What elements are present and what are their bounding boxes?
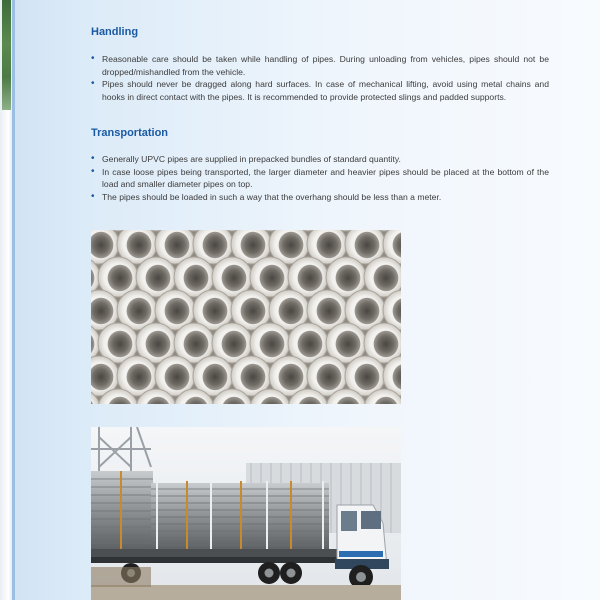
truck-illustration (91, 427, 401, 600)
pipe-bore (374, 265, 399, 291)
pipe-bore (355, 298, 380, 324)
pipe-bore (298, 331, 323, 357)
pipe-bore (222, 265, 247, 291)
truck-loading-photo (91, 427, 401, 600)
pipe-bore (165, 364, 190, 390)
pipe-bore (355, 232, 380, 258)
pipe-bore (165, 298, 190, 324)
pipe-bore (108, 265, 133, 291)
pipe-bore (127, 232, 152, 258)
pipe-bore (241, 298, 266, 324)
pipe-bore (184, 331, 209, 357)
pipe-bore (146, 265, 171, 291)
pipe-bore (146, 331, 171, 357)
pipe-bore (184, 265, 209, 291)
pipe-bore (260, 265, 285, 291)
pipes-illustration (91, 230, 401, 404)
pipe-bore (317, 298, 342, 324)
pipe-bore (374, 331, 399, 357)
pipe-bore (203, 232, 228, 258)
pipe-bore (165, 232, 190, 258)
pipe-bore (108, 331, 133, 357)
transportation-item: • The pipes should be loaded in such a way that the overhang should be less than a meter. (91, 191, 549, 204)
pipe-bore (317, 232, 342, 258)
pipe-bore (222, 331, 247, 357)
handling-heading: Handling (91, 26, 139, 38)
transportation-list (91, 153, 549, 203)
blue-edge-band (12, 0, 15, 600)
pipe-bore (279, 364, 304, 390)
pipe-bore (336, 265, 361, 291)
pipes-stack-photo (91, 230, 401, 404)
pipe-bore (203, 364, 228, 390)
pipe-bore (279, 232, 304, 258)
handling-list (91, 53, 549, 103)
pipe-bore (355, 364, 380, 390)
pipe-bore (203, 298, 228, 324)
pipe-bore (127, 364, 152, 390)
handling-item: • Reasonable care should be taken while handling of pipes. During unloading from vehicles, pipes should not be dropped/mishandled from the vehicle. (91, 53, 549, 78)
transportation-item: • In case loose pipes being transported, the larger diameter and heavier pipes should be placed at the bottom of the load and smaller diameter pipes on top. (91, 166, 549, 191)
pipe-bore (127, 298, 152, 324)
pipe-bore (336, 331, 361, 357)
handling-item: • Pipes should never be dragged along hard surfaces. In case of mechanical lifting, avoid using metal chains and hooks in direct contact with the pipes. It is recommended to provide protected slings and padded supports. (91, 78, 549, 103)
pipe-bore (298, 265, 323, 291)
transportation-heading: Transportation (91, 127, 169, 139)
edge-photo-strip (2, 0, 11, 110)
pipe-bore (279, 298, 304, 324)
transportation-item: • Generally UPVC pipes are supplied in prepacked bundles of standard quantity. (91, 153, 549, 166)
pipe-bore (317, 364, 342, 390)
pipe-bore (241, 364, 266, 390)
pipe-bore (241, 232, 266, 258)
pipe-bore (260, 331, 285, 357)
